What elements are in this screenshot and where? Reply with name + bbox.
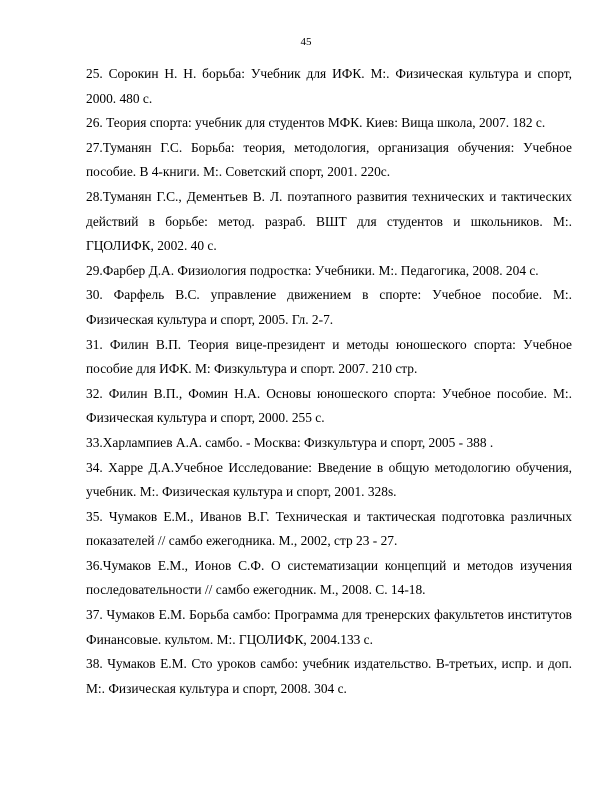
reference-list <box>86 62 572 701</box>
reference-item: 29.Фарбер Д.А. Физиология подростка: Учебники. М:. Педагогика, 2008. 204 с. <box>86 262 539 278</box>
reference-item: 33.Харлампиев А.А. самбо. - Москва: Физкультура и спорт, 2005 - 388 . <box>86 434 494 450</box>
page-number: 45 <box>300 36 312 48</box>
reference-item: 38. Чумаков Е.М. Сто уроков самбо: учебник издательство. В-третьих, испр. и доп. М:. Физическая культура и спорт, 2008. 304 с. <box>86 656 572 696</box>
reference-item: 27.Туманян Г.С. Борьба: теория, методология, организация обучения: Учебное пособие. В 4-книги. М:. Советский спорт, 2001. 220с. <box>86 139 572 180</box>
reference-item: 30. Фарфель В.С. управление движением в спорте: Учебное пособие. М:. Физическая культура и спорт, 2005. Гл. 2-7. <box>86 287 572 327</box>
reference-item: 35. Чумаков Е.М., Иванов В.Г. Техническая и тактическая подготовка различных показателей // самбо ежегодника. М., 2002, стр 23 - 27. <box>86 508 572 549</box>
reference-item: 36.Чумаков Е.М., Ионов С.Ф. О систематизации концепций и методов изучения последовательности // самбо ежегодник. М., 2008. С. 14-18. <box>86 557 572 598</box>
reference-item: 31. Филин В.П. Теория вице-президент и методы юношеского спорта: Учебное пособие для ИФК. М: Физкультура и спорт. 2007. 210 стр. <box>86 336 572 377</box>
reference-item: 28.Туманян Г.С., Дементьев В. Л. поэтапного развития технических и тактических действий в борьбе: метод. разраб. ВШТ для студентов и школьников. М:. ГЦОЛИФК, 2002. 40 с. <box>86 188 572 254</box>
reference-item: 25. Сорокин Н. Н. борьба: Учебник для ИФК. М:. Физическая культура и спорт, 2000. 480 с. <box>86 66 572 106</box>
reference-item: 26. Теория спорта: учебник для студентов МФК. Киев: Вища школа, 2007. 182 с. <box>86 115 546 131</box>
reference-item: 37. Чумаков Е.М. Борьба самбо: Программа для тренерских факультетов институтов Финансовые. культом. М:. ГЦОЛИФК, 2004.133 с. <box>86 607 572 647</box>
reference-item: 34. Харре Д.А.Учебное Исследование: Введение в общую методологию обучения, учебник. М:. Физическая культура и спорт, 2001. 328s. <box>86 459 572 500</box>
reference-item: 32. Филин В.П., Фомин Н.А. Основы юношеского спорта: Учебное пособие. М:. Физическая культура и спорт, 2000. 255 с. <box>86 385 572 426</box>
